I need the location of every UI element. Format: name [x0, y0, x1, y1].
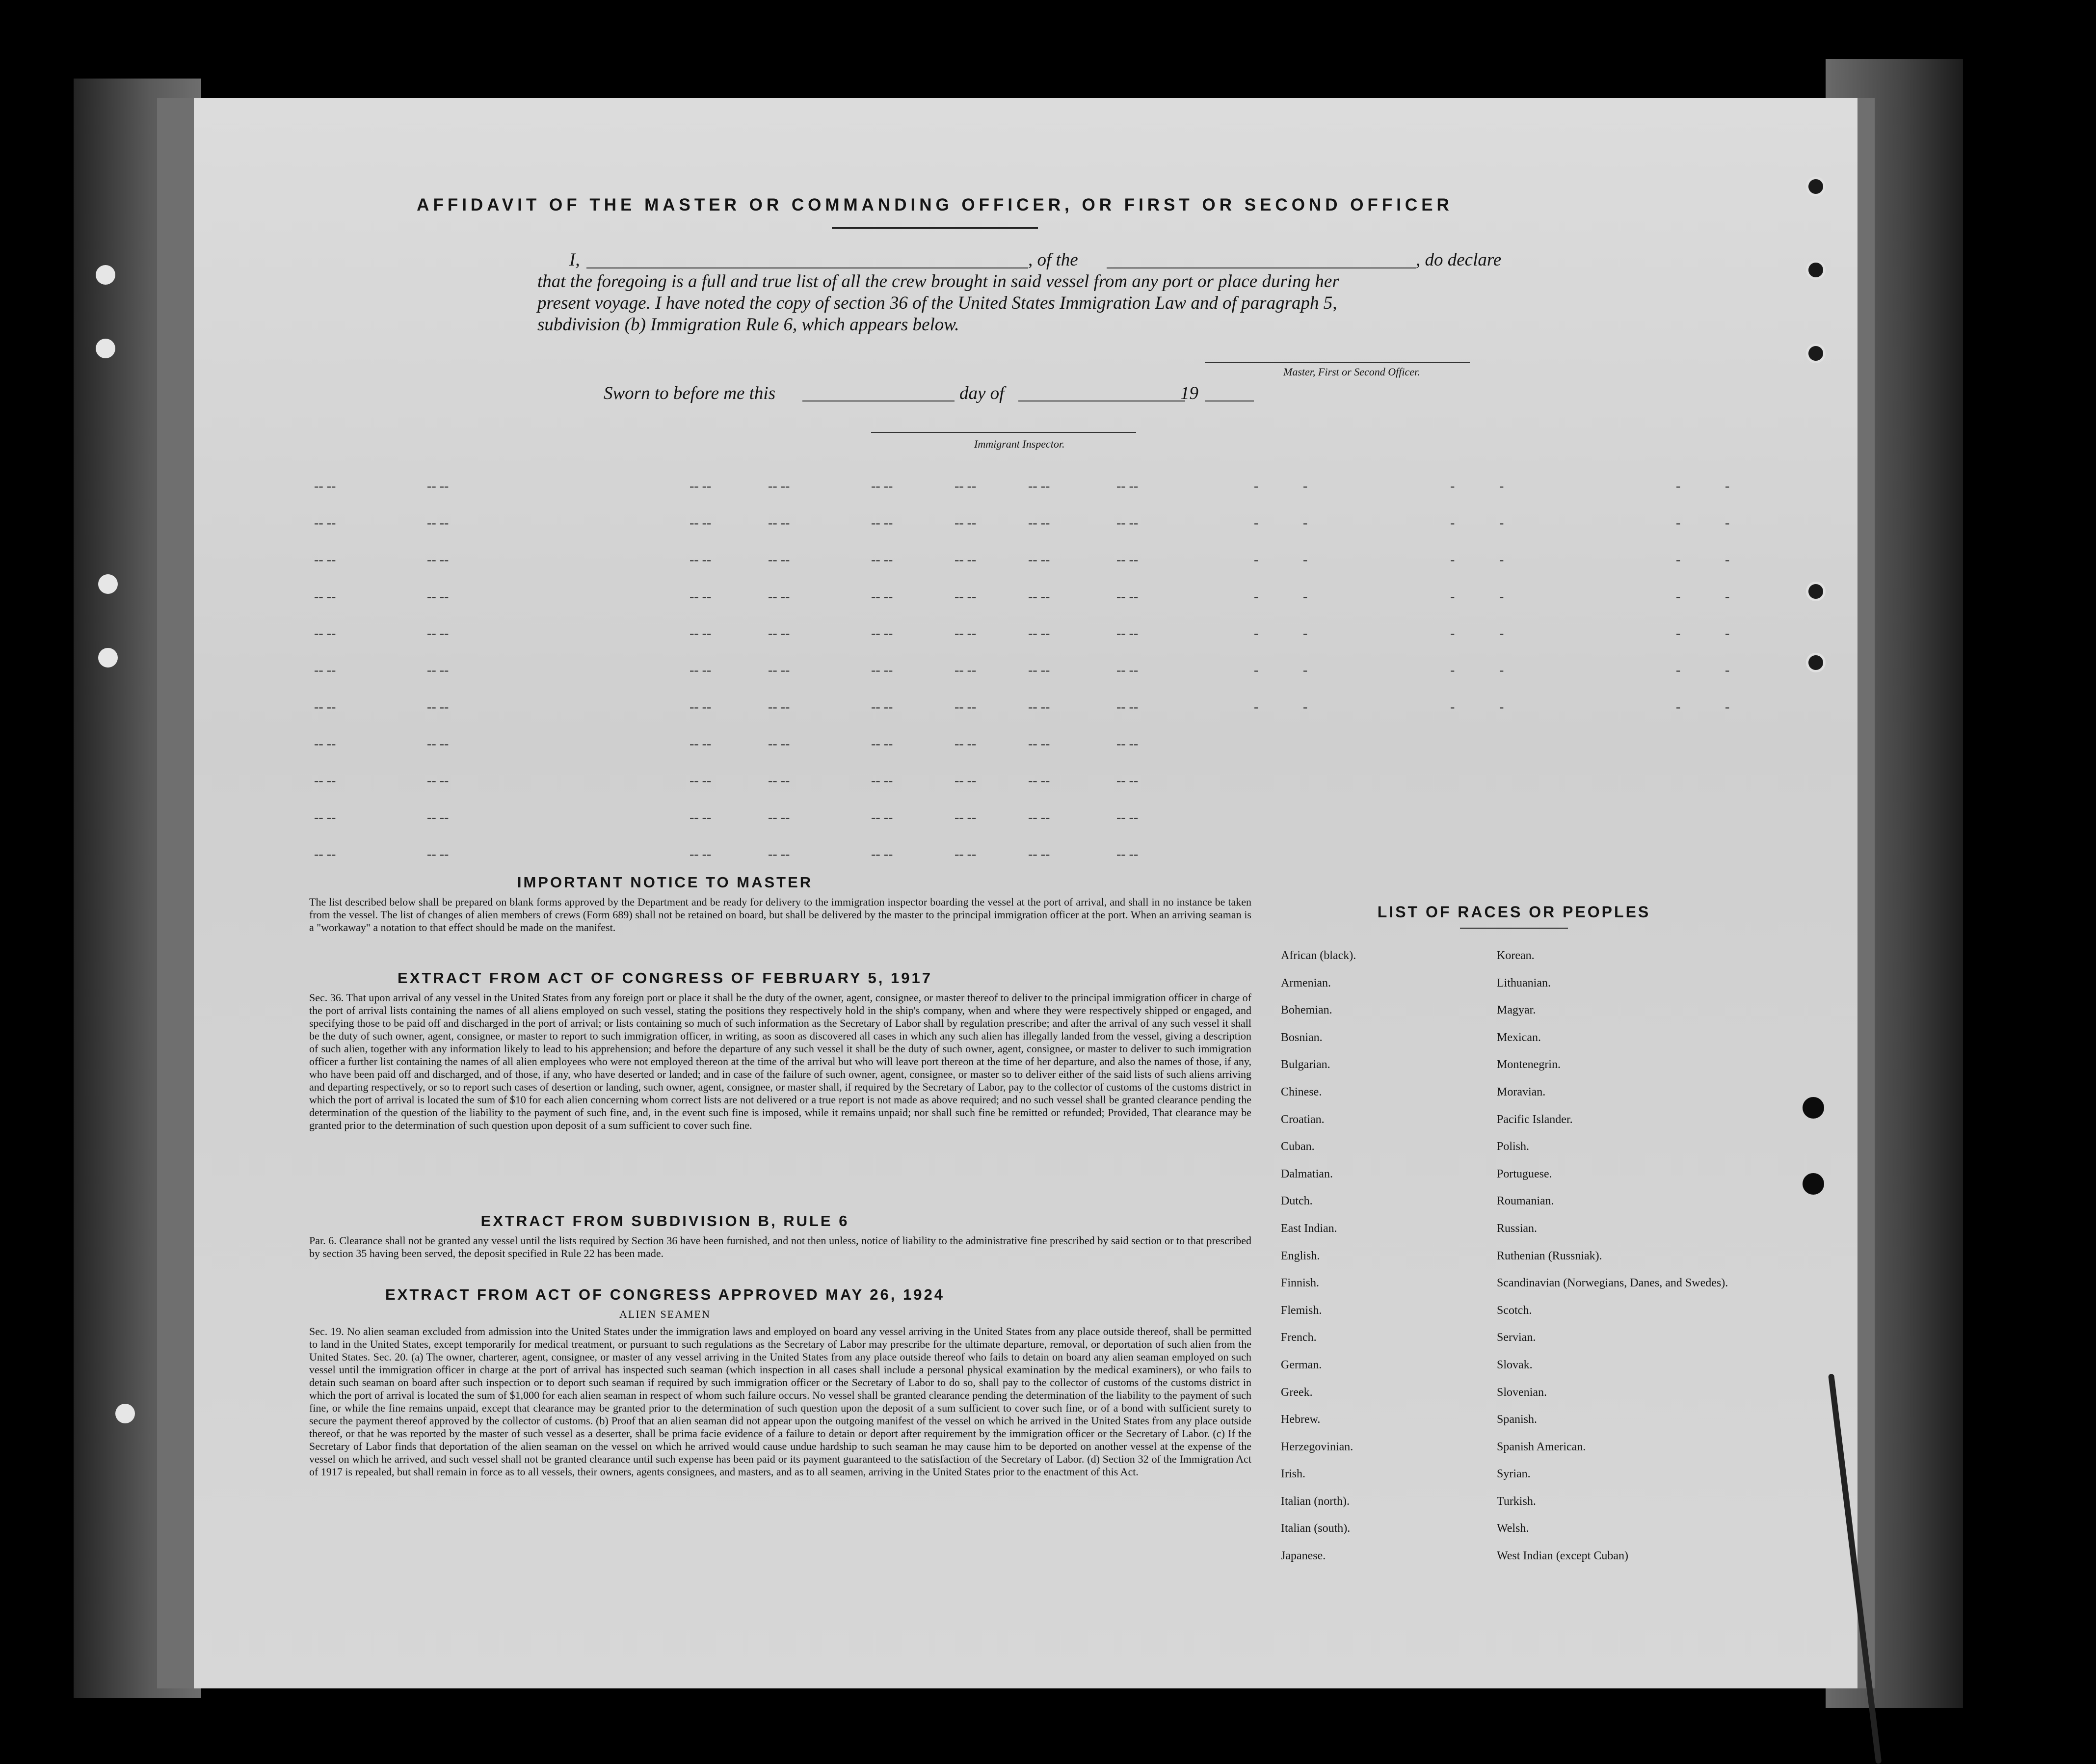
ditto-mark: -: [1303, 552, 1308, 567]
ditto-mark: -: [1725, 663, 1730, 678]
binder-hole: [1806, 260, 1826, 280]
ditto-mark: -- --: [314, 847, 336, 862]
day-of-text: day of: [959, 383, 1005, 403]
ditto-mark: -- --: [314, 663, 336, 678]
ditto-mark: -- --: [1116, 699, 1139, 715]
ditto-mark: -- --: [1116, 479, 1139, 494]
ditto-mark: -- --: [768, 847, 790, 862]
extract-1924-text: Sec. 19. No alien seaman excluded from admission into the United States under the immigration laws and employed on board any vessel arriving in the United States from any place outside thereof, shall be permitted to land in the United States, except temporarily for medical treatment, or pursuant to such regulations as the Secretary of Labor may prescribe for the ultimate departure, removal, or deportation of such alien from the United States. Sec. 20. (a) The owner, charterer, agent, consignee, or master of any vessel arriving in the United States from any place outside thereof who fails to detain on board any alien seaman employed on such vessel until the immigration officer in charge at the port of arrival has inspected such seaman (which inspection in all cases shall include a personal physical examination by the medical examiners), or who fails to detain such seaman on board after such inspection or to deport such seaman if required by such immigration officer or the Secretary of Labor to do so, shall pay to the collector of customs of the customs district in which the port of arrival is located the sum of $1,000 for each alien seaman in respect of whom such failure occurs. No vessel shall be granted clearance pending the determination of the liability to the payment of such fine, or while the fine remains unpaid, except that clearance may be granted prior to the determination of such question upon the deposit of a sum sufficient to cover such fine, or of a bond with sufficient surety to secure the payment thereof approved by the collector of customs. (b) Proof that an alien seaman did not appear upon the outgoing manifest of the vessel on which he arrived in the United States from any place outside thereof, or that he was reported by the master of such vessel as a deserter, shall be prima facie evidence of a failure to detain or deport after requirement by the immigration officer or the Secretary of Labor. (c) If the Secretary of Labor finds that deportation of the alien seaman on the vessel on which he arrived would cause undue hardship to such seaman he may cause him to be deported on another vessel at the expense of the vessel on which he arrived, and such vessel shall not be granted clearance until such expense has been paid or its payment guaranteed to the satisfaction of the Secretary of Labor. (d) Section 32 of the Immigration Act of 1917 is repealed, but shall remain in force as to all vessels, their owners, agents consignees, and masters, and as to all seamen, arriving in the United States prior to the enactment of this Act.: [309, 1325, 1251, 1478]
extract-1924-title: EXTRACT FROM ACT OF CONGRESS APPROVED MAY 26, 1924: [385, 1286, 945, 1303]
ditto-mark: -- --: [1028, 589, 1050, 604]
ditto-mark: -- --: [690, 810, 712, 825]
affidavit-do-declare: , do declare: [1416, 250, 1502, 270]
ditto-mark: -- --: [955, 663, 977, 678]
race-item: Lithuanian.: [1497, 976, 1551, 989]
race-item: Croatian.: [1281, 1113, 1325, 1126]
ditto-mark: -- --: [955, 552, 977, 567]
ditto-mark: -- --: [1116, 663, 1139, 678]
race-item: Mexican.: [1497, 1031, 1541, 1044]
ditto-mark: -- --: [427, 810, 449, 825]
ditto-mark: -- --: [768, 552, 790, 567]
race-item: Roumanian.: [1497, 1195, 1554, 1208]
inspector-caption: Immigrant Inspector.: [974, 438, 1065, 450]
ditto-mark: -- --: [955, 589, 977, 604]
binder-hole: [1806, 582, 1826, 601]
race-item: French.: [1281, 1331, 1317, 1344]
ditto-mark: -: [1725, 589, 1730, 604]
race-item: Moravian.: [1497, 1085, 1546, 1098]
race-item: Italian (south).: [1281, 1522, 1351, 1535]
ditto-mark: -- --: [314, 515, 336, 531]
ditto-mark: -- --: [314, 479, 336, 494]
ditto-mark: -: [1676, 552, 1681, 567]
ditto-mark: -: [1254, 663, 1259, 678]
ditto-mark: -- --: [427, 847, 449, 862]
signature-blank: [1205, 362, 1470, 363]
ditto-mark: -- --: [871, 699, 893, 715]
ditto-mark: -: [1725, 515, 1730, 531]
ditto-mark: -: [1450, 552, 1455, 567]
ditto-mark: -- --: [690, 626, 712, 641]
race-item: African (black).: [1281, 949, 1356, 962]
ditto-mark: -- --: [955, 699, 977, 715]
ditto-mark: -- --: [427, 699, 449, 715]
race-item: Spanish.: [1497, 1413, 1538, 1426]
ditto-mark: -- --: [955, 626, 977, 641]
affidavit-of-the: , of the: [1028, 250, 1078, 270]
ditto-mark: -: [1303, 589, 1308, 604]
binder-hole: [98, 574, 118, 594]
race-item: English.: [1281, 1249, 1320, 1262]
ditto-mark: -- --: [955, 736, 977, 751]
ditto-mark: -- --: [871, 515, 893, 531]
race-item: Flemish.: [1281, 1304, 1322, 1317]
ditto-mark: -: [1450, 626, 1455, 641]
ditto-mark: -: [1676, 626, 1681, 641]
ditto-mark: -: [1303, 515, 1308, 531]
ditto-mark: -- --: [1028, 552, 1050, 567]
race-item: Korean.: [1497, 949, 1535, 962]
sworn-text: Sworn to before me this: [604, 383, 776, 403]
ditto-mark: -- --: [1028, 479, 1050, 494]
ditto-mark: -: [1499, 515, 1504, 531]
race-item: Herzegovinian.: [1281, 1440, 1353, 1453]
extract-1917-text: Sec. 36. That upon arrival of any vessel in the United States from any foreign port or place it shall be the duty of the owner, agent, consignee, or master thereof to deliver to the principal immigration officer in charge of the port of arrival lists containing the names of all aliens employed on such vessel, stating the positions they respectively hold in the ship's company, when and where they were respectively shipped or engaged, and specifying those to be paid off and discharged in the port of arrival; or lists containing so much of such information as the Secretary of Labor shall by regulation prescribe; and after the arrival of any such vessel it shall be the duty of such owner, agent, consignee, or master to report to such immigration officer, in writing, as soon as discovered all cases in which any such alien has illegally landed from the vessel, giving a description of such alien, together with any information likely to lead to his apprehension; and before the departure of any such vessel it shall be the duty of such owner, agent, consignee, or master to deliver to such immigration officer a further list containing the names of all alien employees who were not employed thereon at the time of the arrival but who will leave port thereon at the time of her departure, and also the names of those, if any, who have been paid off and discharged, and of those, if any, who have deserted or landed; and in case of the failure of such owner, agent, consignee, or master so to deliver either of the said lists of such aliens arriving and departing respectively, or so to report such cases of desertion or landing, such owner, agent, consignee, or master shall, if required by the Secretary of Labor, pay to the collector of customs of the customs district in which the port of arrival is located the sum of $10 for each alien concerning whom correct lists are not delivered or a true report is not made as above required; and no such vessel shall be granted clearance pending the determination of the question of the liability to the payment of such fine, and, in the event such fine is imposed, while it remains unpaid; nor shall such fine be remitted or refunded; Provided, That clearance may be granted prior to the determination of such question upon deposit of a sum sufficient to cover such fine.: [309, 991, 1251, 1131]
ditto-mark: -: [1303, 663, 1308, 678]
ditto-mark: -: [1450, 589, 1455, 604]
ditto-mark: -: [1499, 663, 1504, 678]
race-item: Finnish.: [1281, 1277, 1320, 1290]
race-item: Greek.: [1281, 1386, 1313, 1399]
ditto-mark: -- --: [314, 773, 336, 788]
ditto-mark: -: [1303, 626, 1308, 641]
ditto-mark: -- --: [690, 589, 712, 604]
binder-hole: [96, 265, 115, 285]
ditto-mark: -- --: [871, 626, 893, 641]
ditto-mark: -- --: [1116, 515, 1139, 531]
extract-rule6-title: EXTRACT FROM SUBDIVISION B, RULE 6: [480, 1212, 849, 1229]
race-item: Cuban.: [1281, 1140, 1315, 1153]
name-blank: [586, 267, 1028, 268]
binder-hole: [1803, 1097, 1824, 1119]
race-item: Armenian.: [1281, 976, 1331, 989]
ditto-mark: -- --: [768, 479, 790, 494]
ditto-mark: -- --: [871, 773, 893, 788]
race-item: Irish.: [1281, 1468, 1305, 1481]
binder-hole: [98, 648, 118, 668]
ditto-mark: -- --: [768, 515, 790, 531]
race-item: Bosnian.: [1281, 1031, 1323, 1044]
ditto-mark: -- --: [314, 589, 336, 604]
ditto-mark: -- --: [768, 699, 790, 715]
race-item: Pacific Islander.: [1497, 1113, 1573, 1126]
ditto-mark: -- --: [690, 736, 712, 751]
ditto-mark: -: [1676, 515, 1681, 531]
ditto-mark: -- --: [768, 626, 790, 641]
races-list-left: [1281, 942, 1356, 1570]
year-prefix: 19: [1180, 383, 1198, 403]
ditto-mark: -: [1499, 552, 1504, 567]
ditto-mark: -- --: [1028, 736, 1050, 751]
ditto-mark: -- --: [690, 847, 712, 862]
ditto-mark: -- --: [314, 810, 336, 825]
binder-hole: [96, 339, 115, 358]
binder-hole: [1806, 177, 1826, 196]
races-title-underline: [1460, 928, 1568, 929]
inspector-blank: [871, 432, 1136, 433]
ditto-mark: -- --: [768, 736, 790, 751]
ditto-mark: -: [1676, 479, 1681, 494]
ditto-mark: -: [1450, 699, 1455, 715]
ditto-mark: -- --: [690, 479, 712, 494]
races-list-right: [1497, 942, 1728, 1570]
ditto-mark: -- --: [955, 847, 977, 862]
races-title: LIST OF RACES OR PEOPLES: [1377, 903, 1651, 921]
ditto-mark: -- --: [427, 479, 449, 494]
extract-rule6-text: Par. 6. Clearance shall not be granted any vessel until the lists required by Section 36 have been furnished, and not then unless, notice of liability to the administrative fine prescribed by said section or to that prescribed by section 35 having been served, the deposit specified in Rule 22 has been made.: [309, 1234, 1251, 1259]
ditto-mark: -: [1499, 626, 1504, 641]
ditto-mark: -: [1450, 479, 1455, 494]
binder-hole: [1806, 653, 1826, 672]
ditto-mark: -- --: [871, 479, 893, 494]
race-item: Scotch.: [1497, 1304, 1532, 1317]
ditto-mark: -: [1254, 589, 1259, 604]
ditto-mark: -- --: [1116, 773, 1139, 788]
ditto-mark: -: [1450, 663, 1455, 678]
race-item: Welsh.: [1497, 1522, 1529, 1535]
ditto-mark: -- --: [1028, 847, 1050, 862]
ditto-mark: -- --: [690, 663, 712, 678]
ditto-mark: -: [1499, 589, 1504, 604]
ditto-mark: -- --: [1116, 810, 1139, 825]
ditto-mark: -- --: [314, 626, 336, 641]
vessel-blank: [1107, 267, 1416, 268]
ditto-mark: -- --: [955, 773, 977, 788]
affidavit-line-3: present voyage. I have noted the copy of section 36 of the United States Immigration Law and of paragraph 5,: [537, 293, 1337, 313]
ditto-mark: -- --: [314, 552, 336, 567]
ditto-mark: -- --: [768, 663, 790, 678]
ditto-mark: -- --: [1028, 773, 1050, 788]
ditto-mark: -- --: [1028, 663, 1050, 678]
race-item: Slovenian.: [1497, 1386, 1547, 1399]
race-item: Bulgarian.: [1281, 1058, 1330, 1071]
ditto-mark: -: [1676, 589, 1681, 604]
ditto-mark: -- --: [1028, 810, 1050, 825]
race-item: Montenegrin.: [1497, 1058, 1561, 1071]
race-item: Portuguese.: [1497, 1167, 1552, 1180]
race-item: Scandinavian (Norwegians, Danes, and Swedes).: [1497, 1277, 1728, 1290]
ditto-mark: -- --: [1116, 626, 1139, 641]
form-sheet: [194, 98, 1857, 1688]
ditto-mark: -- --: [314, 699, 336, 715]
ditto-mark: -: [1303, 479, 1308, 494]
ditto-mark: -- --: [1028, 515, 1050, 531]
ditto-mark: -: [1254, 699, 1259, 715]
ditto-mark: -: [1676, 699, 1681, 715]
ditto-mark: -- --: [871, 810, 893, 825]
ditto-mark: -: [1254, 515, 1259, 531]
ditto-mark: -: [1303, 699, 1308, 715]
ditto-mark: -: [1725, 626, 1730, 641]
ditto-mark: -- --: [871, 663, 893, 678]
ditto-mark: -- --: [1116, 552, 1139, 567]
ditto-mark: -- --: [871, 736, 893, 751]
ditto-mark: -: [1450, 515, 1455, 531]
race-item: Magyar.: [1497, 1004, 1536, 1017]
race-item: Bohemian.: [1281, 1004, 1332, 1017]
ditto-mark: -- --: [768, 589, 790, 604]
affidavit-line-2: that the foregoing is a full and true list of all the crew brought in said vessel from any port or place during her: [537, 271, 1339, 292]
ditto-mark: -- --: [427, 736, 449, 751]
ditto-mark: -- --: [427, 773, 449, 788]
affidavit-title: AFFIDAVIT OF THE MASTER OR COMMANDING OFFICER, OR FIRST OR SECOND OFFICER: [417, 195, 1453, 214]
ditto-mark: -- --: [314, 736, 336, 751]
ditto-mark: -- --: [690, 515, 712, 531]
affidavit-line-4: subdivision (b) Immigration Rule 6, which appears below.: [537, 315, 959, 335]
ditto-mark: -: [1725, 699, 1730, 715]
race-item: Dalmatian.: [1281, 1167, 1333, 1180]
signature-caption: Master, First or Second Officer.: [1283, 366, 1420, 378]
ditto-mark: -- --: [955, 479, 977, 494]
extract-1917-title: EXTRACT FROM ACT OF CONGRESS OF FEBRUARY 5, 1917: [398, 969, 932, 987]
ditto-mark: -: [1499, 479, 1504, 494]
ditto-mark: -- --: [690, 699, 712, 715]
ditto-mark: -- --: [427, 589, 449, 604]
ditto-mark: -- --: [768, 810, 790, 825]
notice-text: The list described below shall be prepared on blank forms approved by the Department and be ready for delivery to the immigration inspector boarding the vessel at the port of arrival, and shall in no instance be taken from the vessel. The list of changes of alien members of crews (Form 689) shall not be retained on board, but shall be delivered by the master to the principal immigration officer at the port. When an arriving seaman is a "workaway" a notation to that effect should be made on the manifest.: [309, 896, 1251, 934]
race-item: Ruthenian (Russniak).: [1497, 1249, 1602, 1262]
ditto-mark: -- --: [955, 810, 977, 825]
ditto-mark: -- --: [1116, 736, 1139, 751]
affidavit-i: I,: [569, 250, 580, 270]
race-item: West Indian (except Cuban): [1497, 1550, 1628, 1563]
race-item: Chinese.: [1281, 1085, 1322, 1098]
ditto-mark: -- --: [871, 847, 893, 862]
ditto-mark: -: [1254, 626, 1259, 641]
ditto-mark: -- --: [690, 773, 712, 788]
ditto-mark: -: [1254, 479, 1259, 494]
ditto-mark: -- --: [1028, 626, 1050, 641]
binder-hole: [115, 1404, 135, 1423]
ditto-mark: -- --: [427, 626, 449, 641]
race-item: Slovak.: [1497, 1358, 1533, 1371]
ditto-mark: -: [1254, 552, 1259, 567]
ditto-mark: -- --: [871, 589, 893, 604]
race-item: Japanese.: [1281, 1550, 1326, 1563]
race-item: Spanish American.: [1497, 1440, 1586, 1453]
ditto-mark: -: [1676, 663, 1681, 678]
race-item: Dutch.: [1281, 1195, 1313, 1208]
race-item: Servian.: [1497, 1331, 1536, 1344]
race-item: Russian.: [1497, 1222, 1538, 1235]
ditto-mark: -- --: [871, 552, 893, 567]
race-item: Turkish.: [1497, 1495, 1536, 1508]
extract-1924-subtitle: ALIEN SEAMEN: [619, 1308, 711, 1320]
ditto-mark: -- --: [955, 515, 977, 531]
title-underline: [832, 227, 1038, 229]
race-item: Italian (north).: [1281, 1495, 1350, 1508]
ditto-mark: -: [1725, 479, 1730, 494]
ditto-mark: -- --: [1116, 589, 1139, 604]
ditto-mark: -: [1725, 552, 1730, 567]
ditto-mark: -- --: [1116, 847, 1139, 862]
ditto-mark: -- --: [1028, 699, 1050, 715]
race-item: East Indian.: [1281, 1222, 1337, 1235]
notice-title: IMPORTANT NOTICE TO MASTER: [517, 874, 813, 891]
race-item: German.: [1281, 1358, 1322, 1371]
binder-hole: [1803, 1173, 1824, 1195]
race-item: Polish.: [1497, 1140, 1530, 1153]
ditto-mark: -- --: [427, 663, 449, 678]
binder-hole: [1806, 344, 1826, 363]
ditto-mark: -: [1499, 699, 1504, 715]
ditto-mark: -- --: [690, 552, 712, 567]
ditto-mark: -- --: [768, 773, 790, 788]
race-item: Hebrew.: [1281, 1413, 1321, 1426]
ditto-mark: -- --: [427, 552, 449, 567]
ditto-mark: -- --: [427, 515, 449, 531]
race-item: Syrian.: [1497, 1468, 1531, 1481]
